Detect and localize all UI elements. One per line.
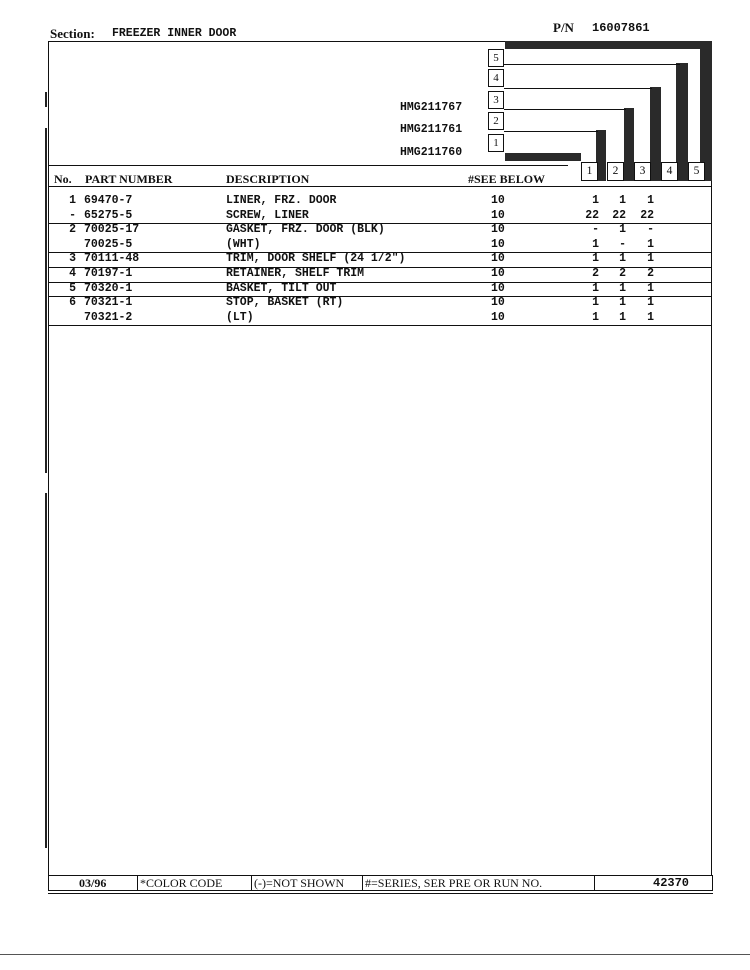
row-qty-model-1: 22 bbox=[585, 208, 599, 222]
footer-date: 03/96 bbox=[79, 876, 107, 890]
header-rule bbox=[48, 165, 568, 166]
row-item-number: 1 bbox=[69, 194, 76, 207]
model-number-3: HMG211767 bbox=[400, 101, 463, 114]
row-part-number: 70321-2 bbox=[84, 310, 133, 324]
row-description: STOP, BASKET (RT) bbox=[226, 296, 344, 310]
row-qty-model-3: 22 bbox=[640, 208, 654, 222]
footer-not-shown: (-)=NOT SHOWN bbox=[251, 876, 357, 890]
row-description: (LT) bbox=[226, 310, 254, 324]
row-series-code: 10 bbox=[491, 223, 505, 237]
row-series-code: 10 bbox=[491, 194, 505, 207]
row-item-number: 3 bbox=[69, 252, 76, 266]
column-header-part-number: PART NUMBER bbox=[85, 172, 173, 186]
row-item-number: 4 bbox=[69, 267, 76, 280]
row-qty-model-3: 2 bbox=[647, 267, 654, 280]
row-series-code: 10 bbox=[491, 281, 505, 295]
row-part-number: 65275-5 bbox=[84, 208, 133, 222]
row-qty-model-2: 22 bbox=[612, 208, 626, 222]
row-qty-model-3: - bbox=[647, 223, 654, 237]
model-column-2: 2 bbox=[607, 162, 624, 181]
row-qty-model-1: - bbox=[592, 223, 599, 237]
row-series-code: 10 bbox=[491, 208, 505, 222]
model-box-3: 3 bbox=[488, 91, 504, 109]
column-header-description: DESCRIPTION bbox=[226, 172, 310, 186]
row-series-code: 10 bbox=[491, 267, 505, 280]
row-qty-model-1: 1 bbox=[592, 194, 599, 207]
table-row bbox=[48, 311, 712, 327]
model-line-3 bbox=[504, 109, 626, 110]
row-description: RETAINER, SHELF TRIM bbox=[226, 267, 365, 280]
stair-base bbox=[505, 153, 581, 161]
model-box-5: 5 bbox=[488, 49, 504, 67]
scan-mark bbox=[45, 128, 47, 473]
row-description: GASKET, FRZ. DOOR (BLK) bbox=[226, 223, 385, 237]
model-number-1: HMG211760 bbox=[400, 146, 463, 159]
row-description: TRIM, DOOR SHELF (24 1/2") bbox=[226, 252, 406, 266]
row-description: SCREW, LINER bbox=[226, 208, 309, 222]
row-description: (WHT) bbox=[226, 237, 261, 251]
row-qty-model-2: 1 bbox=[619, 281, 626, 295]
row-qty-model-2: 1 bbox=[619, 194, 626, 207]
row-series-code: 10 bbox=[491, 310, 505, 324]
row-part-number: 70320-1 bbox=[84, 281, 133, 295]
row-part-number: 70025-5 bbox=[84, 237, 133, 251]
scan-mark bbox=[45, 493, 47, 848]
table-row bbox=[48, 238, 712, 254]
footer-color-code: *COLOR CODE bbox=[137, 876, 252, 890]
row-qty-model-3: 1 bbox=[647, 296, 654, 310]
stair-col-2 bbox=[624, 108, 634, 181]
row-part-number: 70025-17 bbox=[84, 223, 140, 237]
row-qty-model-1: 1 bbox=[592, 281, 599, 295]
row-qty-model-1: 1 bbox=[592, 237, 599, 251]
model-column-5: 5 bbox=[688, 162, 705, 181]
row-description: LINER, FRZ. DOOR bbox=[226, 194, 337, 207]
section-label: Section: bbox=[50, 26, 95, 41]
row-series-code: 10 bbox=[491, 252, 505, 266]
table-row bbox=[48, 282, 712, 298]
row-qty-model-3: 1 bbox=[647, 281, 654, 295]
footer-legend bbox=[48, 875, 713, 891]
footer-bottom-rule bbox=[48, 893, 713, 894]
table-row bbox=[48, 194, 712, 209]
row-qty-model-3: 1 bbox=[647, 310, 654, 324]
row-item-number: - bbox=[69, 208, 76, 222]
model-line-4 bbox=[504, 88, 652, 89]
stair-col-3 bbox=[650, 87, 661, 181]
row-qty-model-3: 1 bbox=[647, 252, 654, 266]
row-qty-model-1: 1 bbox=[592, 310, 599, 324]
row-part-number: 69470-7 bbox=[84, 194, 133, 207]
table-row bbox=[48, 296, 712, 311]
model-line-2 bbox=[504, 131, 598, 132]
row-qty-model-2: 1 bbox=[619, 296, 626, 310]
table-row bbox=[48, 223, 712, 238]
model-column-4: 4 bbox=[661, 162, 678, 181]
part-number-value: 16007861 bbox=[592, 21, 650, 35]
row-part-number: 70321-1 bbox=[84, 296, 133, 310]
row-series-code: 10 bbox=[491, 296, 505, 310]
model-column-3: 3 bbox=[634, 162, 651, 181]
row-item-number: 5 bbox=[69, 281, 76, 295]
row-qty-model-1: 1 bbox=[592, 296, 599, 310]
section-title: FREEZER INNER DOOR bbox=[112, 27, 237, 40]
table-row bbox=[48, 267, 712, 283]
model-box-4: 4 bbox=[488, 69, 504, 87]
page-bottom-edge bbox=[0, 954, 750, 955]
footer-page-number: 42370 bbox=[653, 876, 690, 890]
row-series-code: 10 bbox=[491, 237, 505, 251]
part-number-label: P/N bbox=[553, 20, 574, 35]
row-item-number: 2 bbox=[69, 223, 76, 237]
column-header-rule bbox=[48, 186, 712, 187]
row-item-number: 6 bbox=[69, 296, 76, 310]
row-qty-model-2: - bbox=[619, 237, 626, 251]
row-qty-model-3: 1 bbox=[647, 237, 654, 251]
row-qty-model-1: 1 bbox=[592, 252, 599, 266]
model-line-5 bbox=[504, 64, 680, 65]
model-column-1: 1 bbox=[581, 162, 598, 181]
table-row bbox=[48, 209, 712, 225]
column-header-no: No. bbox=[54, 172, 72, 186]
row-part-number: 70197-1 bbox=[84, 267, 133, 280]
row-qty-model-2: 1 bbox=[619, 252, 626, 266]
row-qty-model-2: 1 bbox=[619, 223, 626, 237]
model-box-2: 2 bbox=[488, 112, 504, 130]
row-description: BASKET, TILT OUT bbox=[226, 281, 337, 295]
model-box-1: 1 bbox=[488, 134, 504, 152]
model-number-2: HMG211761 bbox=[400, 123, 463, 136]
table-row bbox=[48, 252, 712, 268]
model-staircase-shading bbox=[505, 41, 712, 49]
row-part-number: 70111-48 bbox=[84, 252, 140, 266]
column-header-see-below: #SEE BELOW bbox=[468, 172, 546, 186]
row-qty-model-3: 1 bbox=[647, 194, 654, 207]
row-qty-model-1: 2 bbox=[592, 267, 599, 280]
stair-col-5 bbox=[700, 41, 712, 181]
row-qty-model-2: 2 bbox=[619, 267, 626, 280]
footer-series-note: #=SERIES, SER PRE OR RUN NO. bbox=[362, 876, 595, 890]
row-qty-model-2: 1 bbox=[619, 310, 626, 324]
scan-mark bbox=[45, 92, 47, 107]
